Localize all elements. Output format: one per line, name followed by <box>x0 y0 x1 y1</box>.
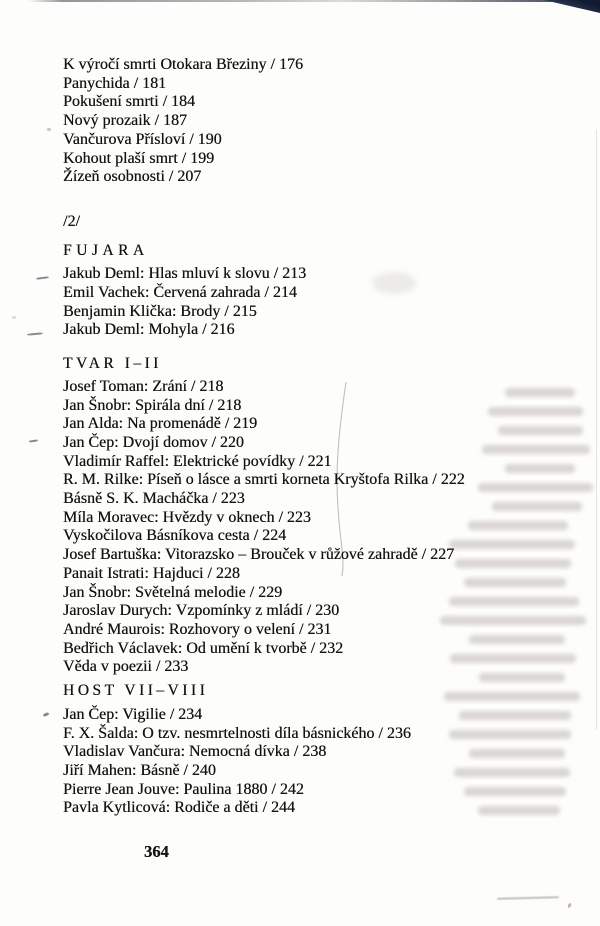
toc-entry: André Maurois: Rozhovory o velení / 231 <box>63 620 332 638</box>
toc-entry: Panait Istrati: Hajduci / 228 <box>63 564 240 582</box>
toc-entry: Nový prozaik / 187 <box>63 112 187 130</box>
toc-list-host <box>63 706 555 818</box>
toc-entry: Jan Šnobr: Spirála dní / 218 <box>63 396 242 414</box>
toc-entry: Míla Moravec: Hvězdy v oknech / 223 <box>63 508 311 526</box>
scan-smudge <box>497 896 559 900</box>
toc-entry: F. X. Šalda: O tzv. nesmrtelnosti díla básnického / 236 <box>63 724 411 742</box>
toc-entry: Jiří Mahen: Básně / 240 <box>63 761 216 779</box>
toc-entry: Pokušení smrti / 184 <box>63 93 196 111</box>
toc-entry: Vyskočilova Básníkova cesta / 224 <box>63 527 287 545</box>
toc-entry: Vančurova Přísloví / 190 <box>63 130 222 148</box>
pencil-mark <box>43 712 50 717</box>
toc-entry: Jan Šnobr: Světelná melodie / 229 <box>63 583 283 601</box>
toc-entry: R. M. Rilke: Píseň o lásce a smrti korneta Kryštofa Rilka / 222 <box>63 471 465 489</box>
toc-entry: Vladislav Vančura: Nemocná dívka / 238 <box>63 743 327 761</box>
toc-entry: Bedřich Václavek: Od umění k tvorbě / 232 <box>63 639 344 657</box>
toc-entry: Josef Toman: Zrání / 218 <box>63 377 224 395</box>
toc-entry: Jakub Deml: Mohyla / 216 <box>63 321 235 339</box>
toc-entry: Jaroslav Durych: Vzpomínky z mládí / 230 <box>63 602 340 620</box>
toc-list-part1 <box>63 56 555 187</box>
scan-right-edge-line <box>596 130 597 730</box>
toc-entry: Emil Vachek: Červená zahrada / 214 <box>63 284 297 302</box>
pencil-mark <box>27 332 43 336</box>
scan-top-edge <box>28 0 600 2</box>
toc-entry: Jan Alda: Na promenádě / 219 <box>63 415 258 433</box>
section-heading-host: HOST VII–VIII <box>63 682 209 700</box>
toc-entry: Panychida / 181 <box>63 74 167 92</box>
scan-corner-shadow <box>544 0 600 13</box>
toc-entry: Pavla Kytlicová: Rodiče a děti / 244 <box>63 799 295 817</box>
toc-entry: Kohout plaší smrt / 199 <box>63 149 215 167</box>
part-number-label: /2/ <box>63 212 80 230</box>
toc-entry: Jan Čep: Dvojí domov / 220 <box>63 433 244 451</box>
toc-entry: Žízeň osobnosti / 207 <box>63 168 202 186</box>
toc-entry: Pierre Jean Jouve: Paulina 1880 / 242 <box>63 780 304 798</box>
section-heading-fujara: FUJARA <box>63 241 149 259</box>
section-heading-tvar: TVAR I–II <box>63 355 162 373</box>
toc-list-fujara <box>63 265 555 340</box>
table-of-contents <box>63 56 555 818</box>
toc-entry: Benjamin Klička: Brody / 215 <box>63 302 257 320</box>
pencil-mark <box>36 276 49 280</box>
pencil-mark <box>12 316 16 319</box>
pencil-mark <box>47 128 51 131</box>
page-number: 364 <box>144 842 169 861</box>
toc-entry: Vladimír Raffel: Elektrické povídky / 221 <box>63 452 332 470</box>
toc-entry: Básně S. K. Macháčka / 223 <box>63 490 245 508</box>
toc-entry: Jakub Deml: Hlas mluví k slovu / 213 <box>63 265 307 283</box>
toc-list-tvar <box>63 378 555 677</box>
toc-entry: Josef Bartuška: Vitorazsko – Brouček v růžové zahradě / 227 <box>63 546 455 564</box>
pencil-mark <box>29 439 38 443</box>
toc-entry: Věda v poezii / 233 <box>63 658 189 676</box>
toc-entry: K výročí smrti Otokara Březiny / 176 <box>63 56 303 73</box>
scan-speck <box>567 903 572 909</box>
toc-entry: Jan Čep: Vigilie / 234 <box>63 705 203 723</box>
